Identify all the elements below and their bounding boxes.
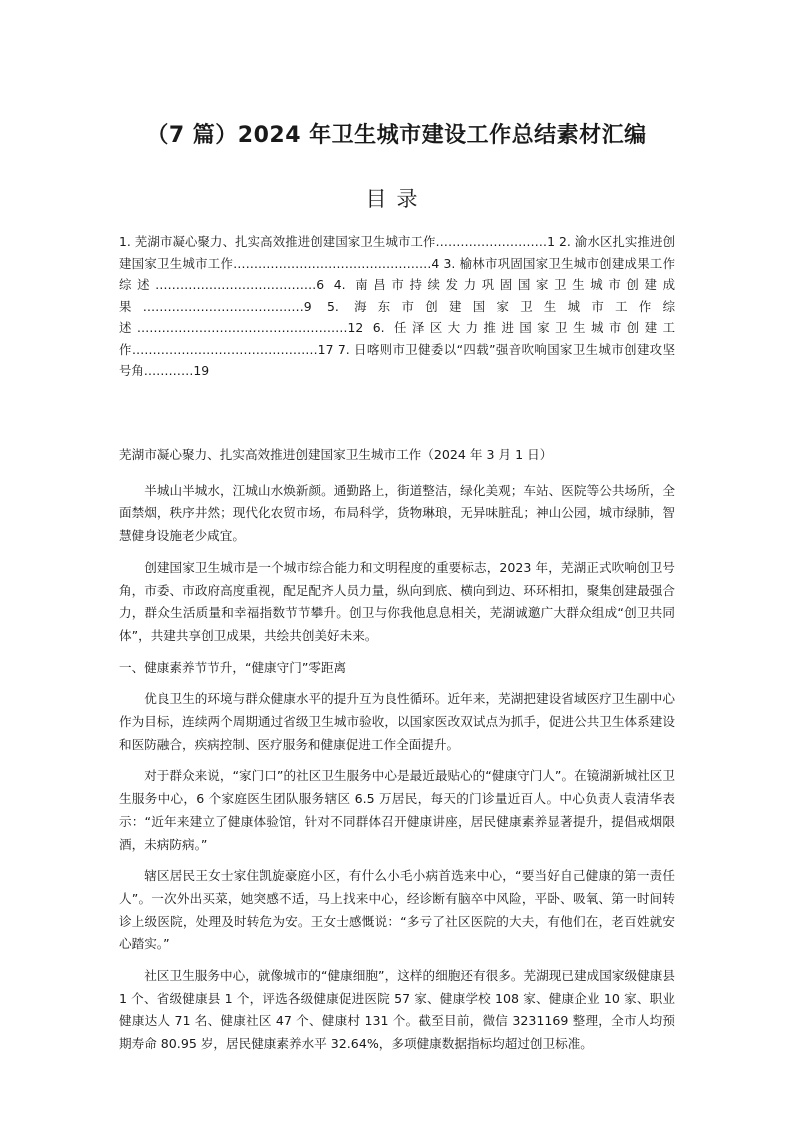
article-heading: 芜湖市凝心聚力、扎实高效推进创建国家卫生城市工作（2024 年 3 月 1 日） [119, 447, 553, 462]
paragraph: 优良卫生的环境与群众健康水平的提升互为良性循环。近年来，芜湖把建设省域医疗卫生副中心作为目标，连续两个周期通过省级卫生城市验收，以国家医改双试点为抓手，促进公共卫生体系建设和医防融合，疾病控制、医疗服务和健康促进工作全面提升。 [119, 691, 675, 752]
paragraph: 辖区居民王女士家住凯旋豪庭小区，有什么小毛小病首选来中心，“要当好自己健康的第一责任人”。一次外出买菜，她突感不适，马上找来中心，经诊断有脑卒中风险，平卧、吸氧、第一时间转诊上级医院，处理及时转危为安。王女士感慨说：“多亏了社区医院的大夫，有他们在，老百姓就安心踏实。” [119, 868, 675, 952]
article-body [119, 444, 675, 1065]
toc-heading: 目录 [365, 187, 428, 211]
paragraph: 对于群众来说，“家门口”的社区卫生服务中心是最近最贴心的“健康守门人”。在镜湖新城社区卫生服务中心，6 个家庭医生团队服务辖区 6.5 万居民，每天的门诊量近百人。中心负责人袁清华表示：“近年来建立了健康体验馆，针对不同群体召开健康讲座，居民健康素养显著提升，提倡戒烟限酒，未病防病。” [119, 768, 675, 852]
document-title: （7 篇）2024 年卫生城市建设工作总结素材汇编 [146, 123, 647, 148]
paragraph: 创建国家卫生城市是一个城市综合能力和文明程度的重要标志，2023 年，芜湖正式吹响创卫号角，市委、市政府高度重视，配足配齐人员力量，纵向到底、横向到边、环环相扣，聚集创建最强合力，群众生活质量和幸福指数节节攀升。创卫与你我他息息相关，芜湖诚邀广大群众组成“创卫共同体”，共建共享创卫成果，共绘共创美好未来。 [119, 559, 675, 643]
paragraph: 社区卫生服务中心，就像城市的“健康细胞”，这样的细胞还有很多。芜湖现已建成国家级健康县 1 个、省级健康县 1 个，评选各级健康促进医院 57 家、健康学校 108 家、健康企业 10 家、职业健康达人 71 名、健康社区 47 个、健康村 131 个。截至目前，微信 3231169 整理，全市人均预期寿命 80.95 岁，居民健康素养水平 32.64%，多项健康数据指标均超过创卫标准。 [119, 968, 675, 1052]
table-of-contents: 1. 芜湖市凝心聚力、扎实高效推进创建国家卫生城市工作………………………1 2. 渝水区扎实推进创建国家卫生城市工作…………………………………………4 3. 榆林市巩固国家卫生城市创建成果工作综述…………………………………6 4. 南昌市持续发力巩固国家卫生城市创建成果…………………………………9 5. 海东市创建国家卫生城市工作综述……………………………………………12 6. 任泽区大力推进国家卫生城市创建工作………………………………………17 7. 日喀则市卫健委以“四载”强音吹响国家卫生城市创建攻坚号角…………19 [119, 234, 675, 378]
section-heading: 一、健康素养节节升，“健康守门”零距离 [119, 659, 347, 675]
paragraph: 半城山半城水，江城山水焕新颜。通勤路上，街道整洁，绿化美观；车站、医院等公共场所，全面禁烟，秩序井然；现代化农贸市场，布局科学，货物琳琅，无异味脏乱；神山公园，城市绿肺，智慧健身设施老少咸宜。 [119, 482, 675, 544]
